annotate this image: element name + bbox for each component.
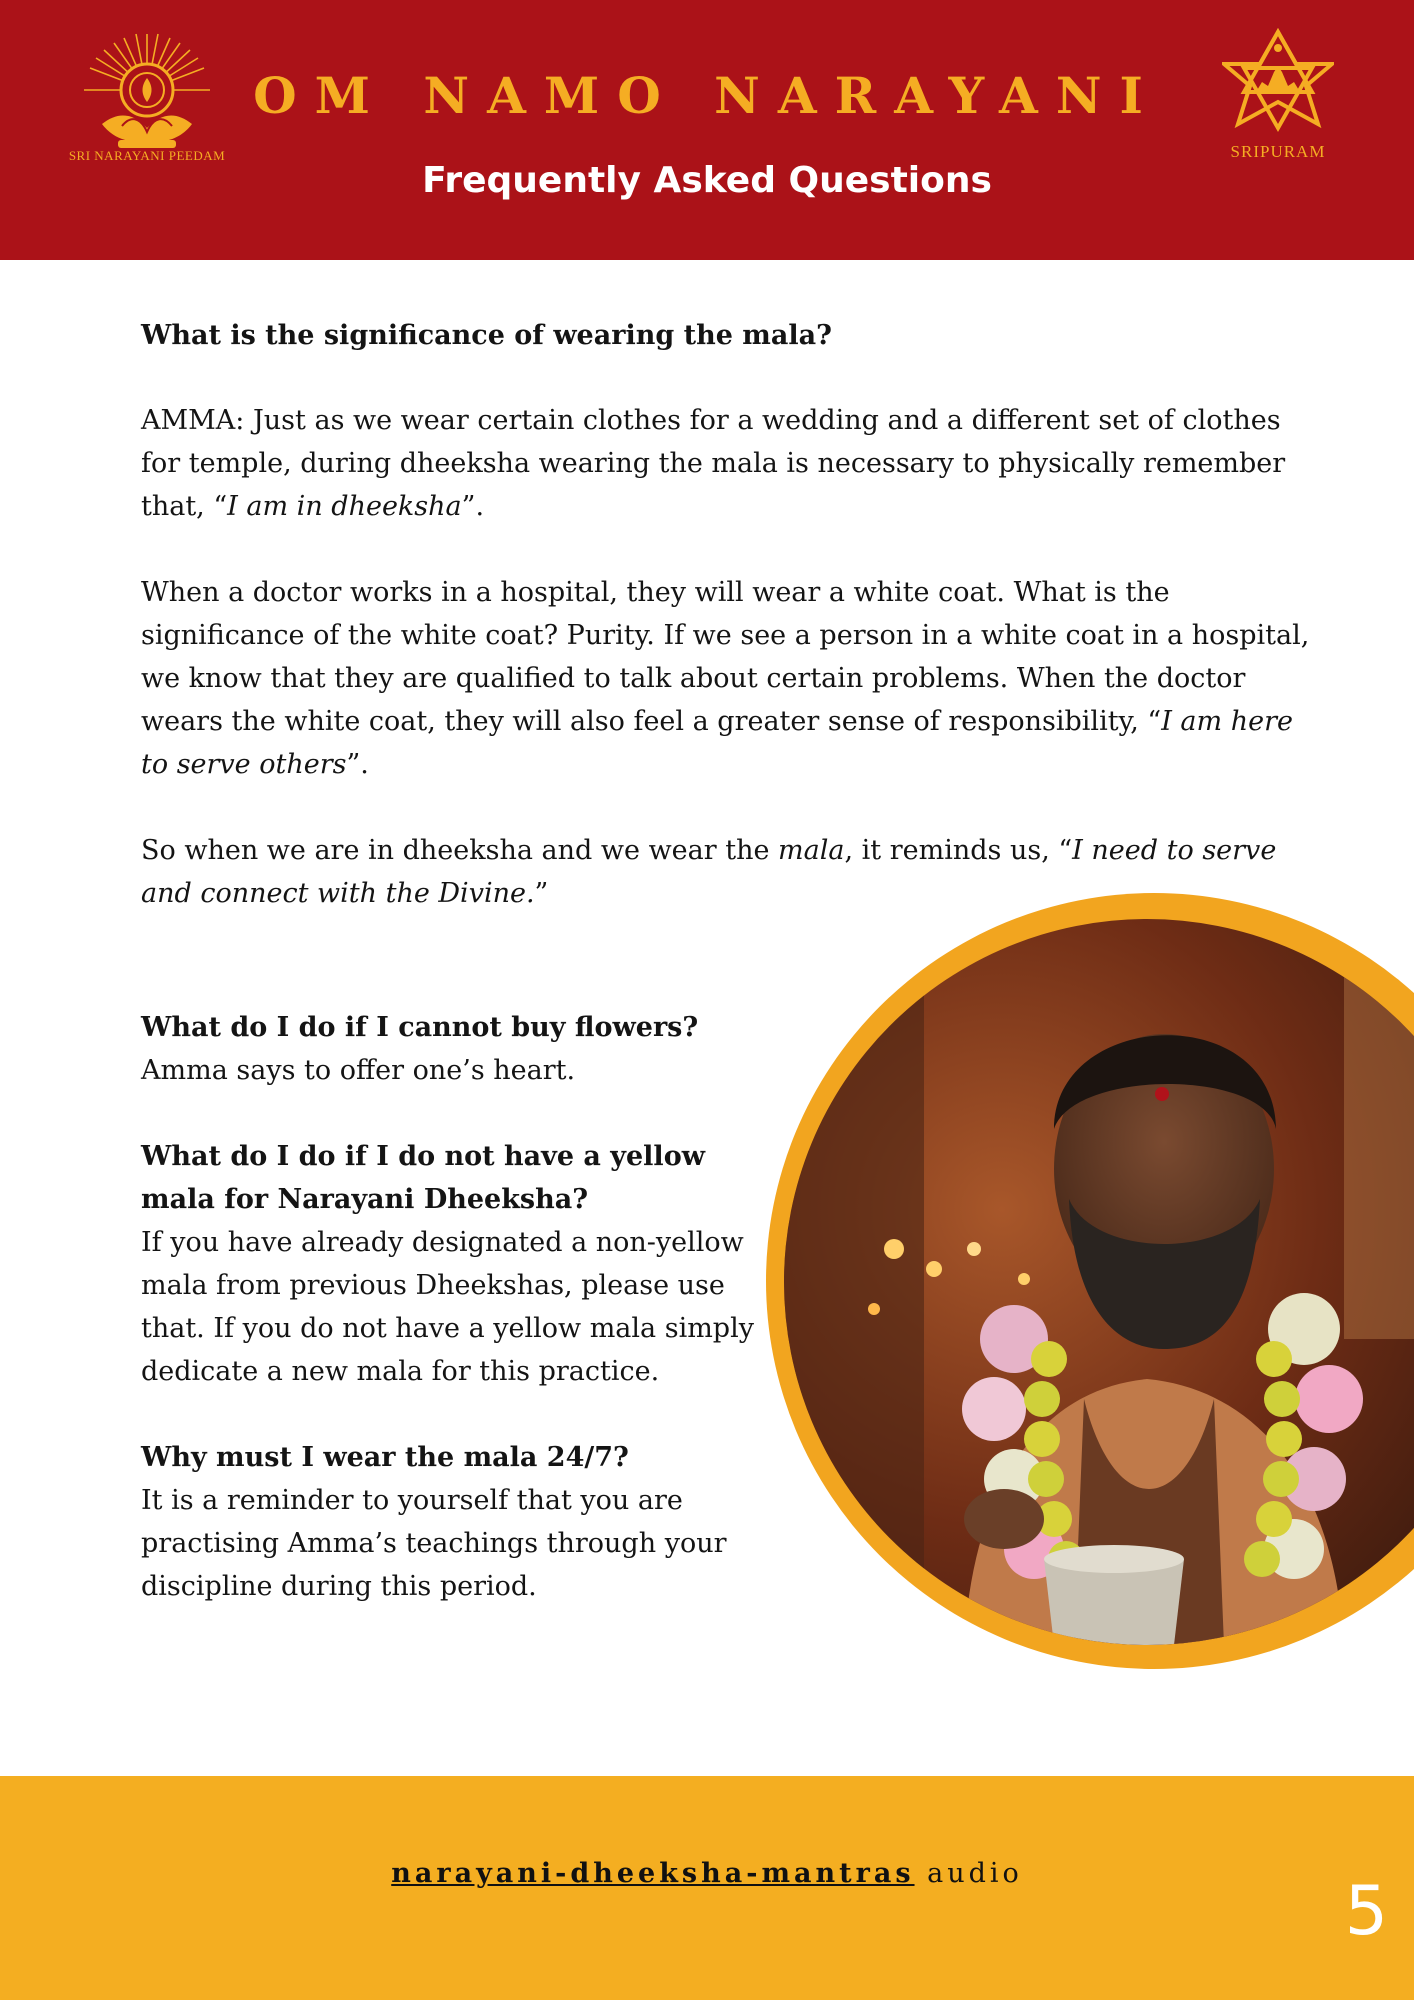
page-subtitle: Frequently Asked Questions [422, 160, 992, 201]
logo-left-caption: SRI NARAYANI PEEDAM [68, 148, 226, 163]
sripuram-logo [1222, 28, 1334, 140]
audio-link[interactable]: narayani-dheeksha-mantras [391, 1858, 915, 1889]
faq-mala-24-7 [141, 1436, 781, 1608]
answer-italic: I need to serve and connect with the Divine. [141, 835, 1277, 909]
answer-text: ”. [346, 749, 369, 780]
faq-answer: It is a reminder to yourself that you are practising Amma’s teachings through your discipline during this period. [141, 1485, 727, 1602]
faq-question: What do I do if I cannot buy flowers? [141, 1012, 699, 1043]
faq-question: What is the significance of wearing the mala? [141, 320, 832, 351]
answer-text: ” [534, 878, 549, 909]
faq-question: Why must I wear the mala 24/7? [141, 1442, 629, 1473]
answer-italic: mala [778, 835, 845, 866]
answer-text: So when we are in dheeksha and we wear the [141, 835, 779, 866]
footer-suffix: audio [914, 1858, 1023, 1889]
page-header [0, 0, 1414, 260]
faq-answer: If you have already designated a non-yellow mala from previous Dheekshas, please use that. If you do not have a yellow mala simply dedicate a new mala for this practice. [141, 1227, 754, 1387]
page-number: 5 [1344, 1872, 1388, 1951]
faq-mala-significance [141, 314, 1321, 915]
answer-italic: I am in dheeksha [227, 491, 462, 522]
sri-narayani-peedam-logo [62, 28, 232, 168]
faq-answer-paragraph [141, 399, 1321, 528]
faq-question: What do I do if I do not have a yellow mala for Narayani Dheeksha? [141, 1141, 705, 1215]
page-title: OM NAMO NARAYANI [253, 66, 1161, 125]
faq-flowers [141, 1006, 781, 1092]
answer-text: ”. [461, 491, 485, 522]
faq-answer-paragraph [141, 571, 1321, 786]
logo-right-caption: SRIPURAM [1230, 142, 1326, 161]
faq-answer: Amma says to offer one’s heart. [141, 1055, 576, 1086]
answer-text: AMMA: Just as we wear certain clothes for a wedding and a different set of clothes for temple, during dheeksha wearing the mala is necessary to physically remember that, “ [141, 405, 1286, 522]
answer-text: When a doctor works in a hospital, they will wear a white coat. What is the significance of the white coat? Purity. If we see a person in a white coat in a hospital, we know that they are qualified to talk about certain problems. When the doctor wears the white coat, they will also feel a greater sense of responsibility, “ [141, 577, 1310, 737]
footer-caption [0, 1858, 1414, 1889]
answer-text: , it reminds us, “ [844, 835, 1073, 866]
page-footer [0, 1776, 1414, 2000]
faq-column [141, 1006, 781, 1608]
faq-yellow-mala [141, 1135, 781, 1393]
answer-italic: I am here to serve others [141, 706, 1293, 780]
